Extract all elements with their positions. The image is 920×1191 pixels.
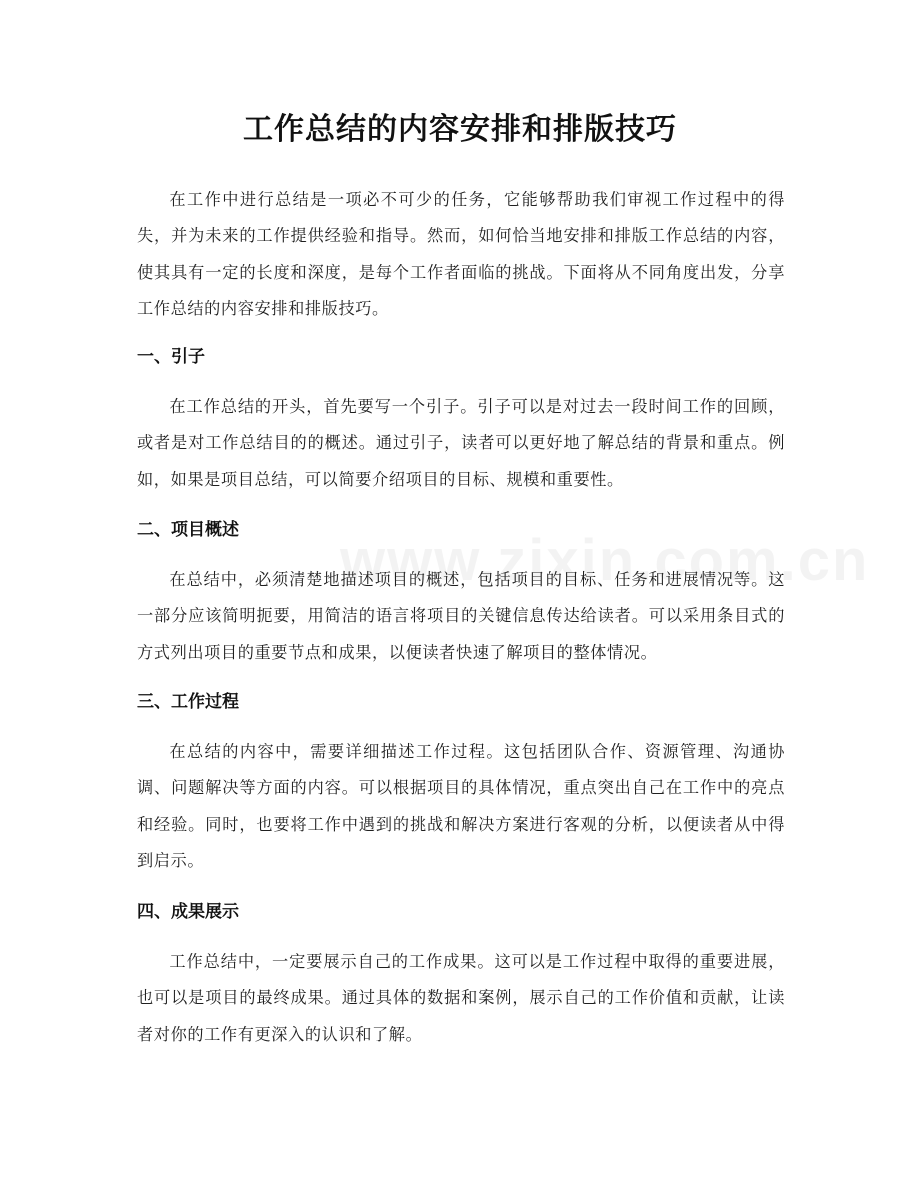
document-title: 工作总结的内容安排和排版技巧 bbox=[243, 112, 677, 147]
section-heading-overview: 二、项目概述 bbox=[137, 520, 239, 540]
section-body-results: 工作总结中，一定要展示自己的工作成果。这可以是工作过程中取得的重要进展，也可以是项目的最终成果。通过具体的数据和案例，展示自己的工作价值和贡献，让读者对你的工作有更深入的认识和了解。 bbox=[137, 952, 785, 1044]
section-body-process: 在总结的内容中，需要详细描述工作过程。这包括团队合作、资源管理、沟通协调、问题解决等方面的内容。可以根据项目的具体情况，重点突出自己在工作中的亮点和经验。同时，也要将工作中遇到的挑战和解决方案进行客观的分析，以便读者从中得到启示。 bbox=[137, 742, 785, 871]
intro-paragraph: 在工作中进行总结是一项必不可少的任务，它能够帮助我们审视工作过程中的得失，并为未来的工作提供经验和指导。然而，如何恰当地安排和排版工作总结的内容，使其具有一定的长度和深度，是每个工作者面临的挑战。下面将从不同角度出发，分享工作总结的内容安排和排版技巧。 bbox=[137, 190, 785, 319]
section-heading-process: 三、工作过程 bbox=[137, 692, 239, 712]
section-heading-results: 四、成果展示 bbox=[137, 902, 239, 922]
section-body-overview: 在总结中，必须清楚地描述项目的概述，包括项目的目标、任务和进展情况等。这一部分应该简明扼要，用简洁的语言将项目的关键信息传达给读者。可以采用条目式的方式列出项目的重要节点和成果，以便读者快速了解项目的整体情况。 bbox=[137, 570, 785, 662]
section-heading-intro: 一、引子 bbox=[137, 347, 205, 367]
section-body-intro: 在工作总结的开头，首先要写一个引子。引子可以是对过去一段时间工作的回顾，或者是对工作总结目的的概述。通过引子，读者可以更好地了解总结的背景和重点。例如，如果是项目总结，可以简要介绍项目的目标、规模和重要性。 bbox=[137, 397, 785, 489]
